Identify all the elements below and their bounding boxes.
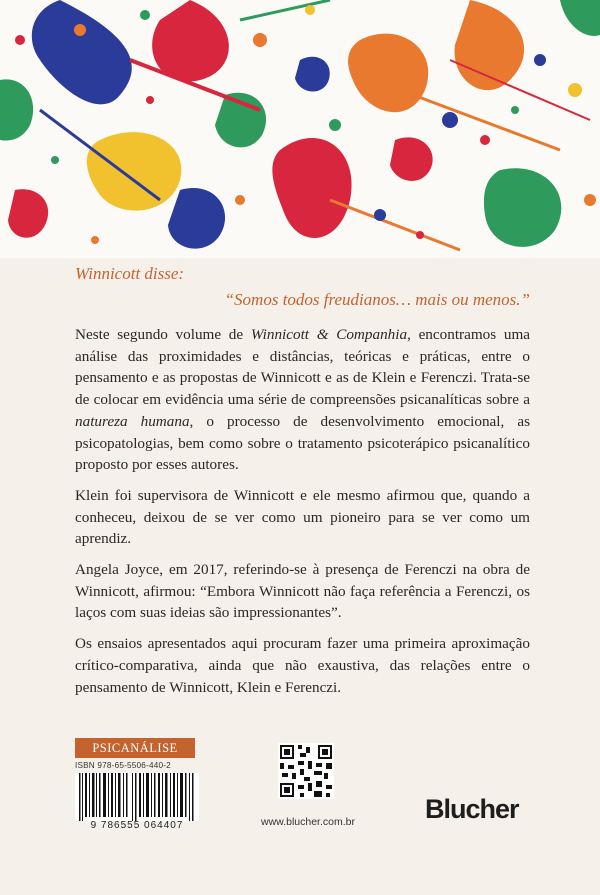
isbn-number: 9 786555 064407 [90, 820, 184, 831]
quote-text: “Somos todos freudianos… mais ou menos.” [224, 290, 530, 309]
paragraph-4: Os ensaios apresentados aqui procuram fazer uma primeira aproximação crítico-comparativa, ainda que não exaustiva, das relações entre o pensamento de Winnicott, Klein e Ferenczi. [75, 635, 530, 696]
barcode-icon [75, 773, 199, 821]
publisher-logo: Blucher [425, 794, 519, 824]
cover-artwork [0, 0, 600, 258]
isbn-label: ISBN 978-65-5506-440-2 [75, 761, 171, 770]
paragraph-1 [75, 324, 530, 476]
paragraph-3: Angela Joyce, em 2017, referindo-se à presença de Ferenczi na obra de Winnicott, afirmou: “Embora Winnicott não faça referência a Ferenczi, os laços com suas ideias são impressionantes”. [75, 561, 530, 622]
back-cover-text [75, 264, 530, 707]
publisher-url[interactable]: www.blucher.com.br [261, 816, 355, 828]
quote-intro: Winnicott disse: [75, 264, 185, 283]
qr-code-icon [278, 743, 334, 799]
natureza-humana-italic: natureza humana [75, 412, 190, 430]
paragraph-1-part-e: , o processo de desenvolvimento emocional, as psicopatologias, bem como sobre o tratamento psicoterápico psicanalítico proposto por esses autores. [75, 412, 530, 474]
paragraph-2: Klein foi supervisora de Winnicott e ele mesmo afirmou que, quando a conheceu, deixou de se ver como um pioneiro para se ver como um aprendiz. [75, 486, 530, 548]
paragraph-1-part-c: , encontramos uma análise das proximidades e distâncias, teóricas e práticas, entre o pensamento e as propostas de Winnicott e as de Klein e Ferenczi. Trata-se de colocar em evidência uma série de compreensões psicanalíticas sobre a [75, 326, 530, 409]
paragraph-1-part-a: Neste segundo volume de [75, 326, 251, 343]
paint-splatter-icon [0, 0, 600, 258]
book-title-italic: Winnicott & Companhia [250, 326, 408, 343]
genre-badge: PSICANÁLISE [75, 738, 195, 758]
